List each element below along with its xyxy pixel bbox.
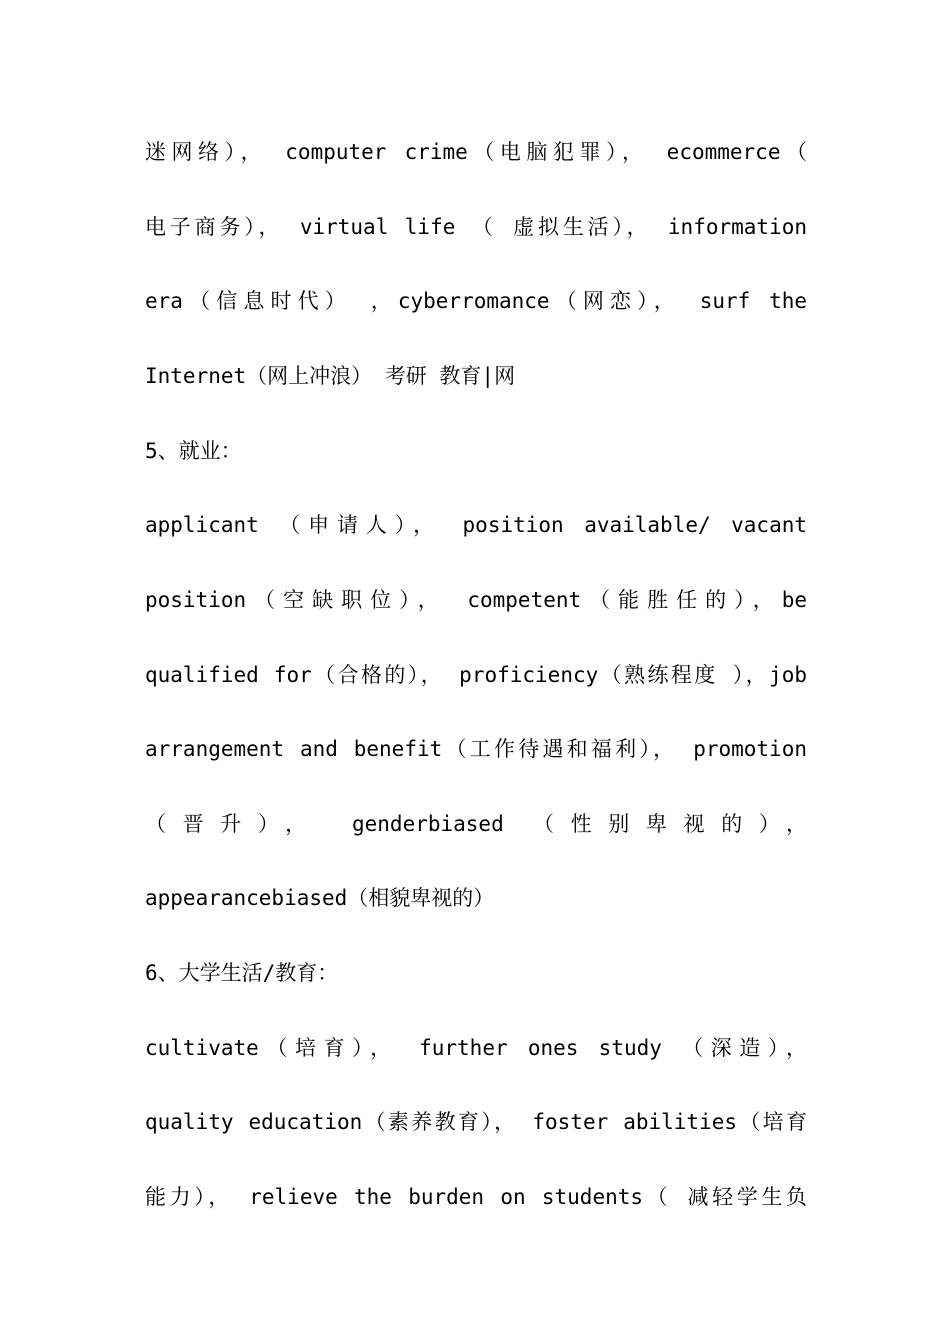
text-line: cultivate（培育）， further ones study （深造）， (145, 1036, 807, 1060)
text-line: Internet（网上冲浪） 考研 教育|网 (145, 364, 516, 388)
text-line: position（空缺职位）， competent（能胜任的），be (145, 588, 807, 612)
text-line: qualified for（合格的）， proficiency（熟练程度 ），job (145, 663, 807, 687)
text-line: 迷网络）， computer crime（电脑犯罪）， ecommerce（ (145, 140, 807, 164)
text-line: applicant （申请人）， position available/ vacant (145, 513, 807, 537)
text-line: appearancebiased（相貌卑视的） (145, 886, 495, 910)
text-line: 能力）， relieve the burden on students（ 减轻学生负 (145, 1185, 807, 1209)
text-line: quality education（素养教育）， foster abilities（培育 (145, 1110, 807, 1134)
text-line: era（信息时代） ，cyberromance（网恋）， surf the (145, 289, 807, 313)
text-line: arrangement and benefit（工作待遇和福利）， promotion (145, 737, 807, 761)
section-heading: 5、就业： (145, 439, 242, 463)
section-heading: 6、大学生活/教育： (145, 961, 339, 985)
text-line: （晋升）， genderbiased （性别卑视的）， (145, 812, 807, 836)
text-line: 电子商务）， virtual life （ 虚拟生活）， information (145, 215, 807, 239)
